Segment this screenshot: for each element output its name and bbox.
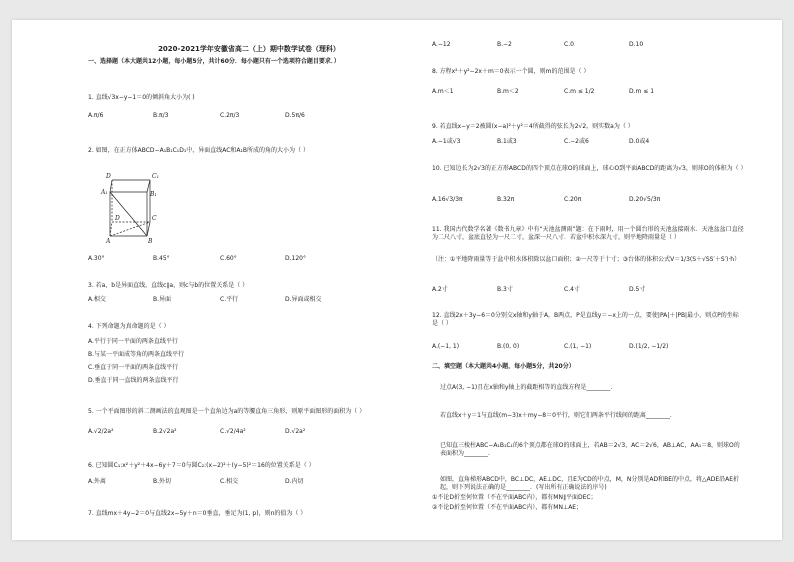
q1-option-b: B.π/3 [153, 112, 169, 119]
q12-option-d: D.(1/2, −1/2) [629, 343, 669, 350]
label-c1: C₁ [152, 173, 159, 180]
q8-option-d: D.m ≤ 1 [629, 88, 655, 95]
section1-heading: 一、选择题（本大题共12小题，每小题5分，共计60分．每小题只有一个选项符合题目要求．） [88, 58, 340, 65]
label-d: D [115, 215, 120, 222]
question-2: 2. 如图，在正方体ABCD−A₁B₁C₁D₁中，异面直线AC和A₁B所成的角的大小为（ ） [88, 147, 309, 154]
q4-option-c: C.垂直于同一平面的两条直线平行 [88, 364, 179, 371]
q6-option-b: B.外切 [153, 478, 172, 485]
q3-option-b: B.异面 [153, 296, 172, 303]
q1-option-a: A.π/6 [88, 112, 104, 119]
q9-option-b: B.1或3 [497, 138, 517, 145]
question-7: 7. 直线mx＋4y−2＝0与直线2x−5y＋n＝0垂直，垂足为(1, p)，则n的值为（ ） [88, 510, 307, 517]
q10-option-b: B.32π [497, 196, 515, 203]
q3-option-a: A.相交 [88, 296, 106, 303]
q4-option-b: B.与某一平面成等角的两条直线平行 [88, 351, 185, 358]
q2-option-d: D.120° [285, 255, 306, 262]
q11-note: （注：①平地降雨量等于盆中积水体积除以盆口面积；②一尺等于十寸；③台体的体积公式V＝1/3(S＋√SS′＋S′)·h） [432, 256, 741, 263]
q1-option-c: C.2π/3 [220, 112, 240, 119]
label-d1: D [106, 173, 111, 180]
q1-option-d: D.5π/6 [285, 112, 305, 119]
q7-option-a: A.−12 [432, 41, 451, 48]
q8-option-b: B.m＜2 [497, 88, 519, 95]
label-a: A [106, 238, 111, 244]
q4-option-a: A.平行于同一平面的两条直线平行 [88, 338, 178, 345]
q3-option-c: C.平行 [220, 296, 239, 303]
question-3: 3. 若a，b是异面直线，直线c∥a，则c与b的位置关系是（ ） [88, 282, 249, 289]
exam-title: 2020-2021学年安徽省高二（上）期中数学试卷（理科） [158, 45, 340, 53]
q6-option-c: C.相交 [220, 478, 239, 485]
q12-option-c: C.(1, −1) [564, 343, 592, 350]
question-14: 若直线x＋y＝1与直线(m−3)x＋my−8＝0平行，则它们两条平行线间的距离________. [440, 412, 672, 419]
q10-option-d: D.20√5/3π [629, 196, 661, 203]
q11-option-c: C.4寸 [564, 286, 580, 293]
q9-option-a: A.−1或√3 [432, 138, 461, 145]
q11-option-d: D.5寸 [629, 286, 646, 293]
q2-option-c: C.60° [220, 255, 237, 262]
q12-option-a: A.(−1, 1) [432, 343, 460, 350]
question-4: 4. 下列命题为真命题的是（ ） [88, 323, 170, 330]
question-8: 8. 方程x²＋y²−2x＋m＝0表示一个圆，则m的范围是（ ） [432, 68, 590, 75]
q16-statement-2: ②不论D折至何位置（不在平面ABC内），都有MN⊥AE； [432, 504, 583, 511]
label-b: B [148, 238, 153, 244]
q7-option-c: C.0 [564, 41, 574, 48]
label-b1: B₁ [150, 191, 157, 198]
question-16: 如图，直角梯形ABCD中，BC⊥DC，AE⊥DC，且E为CD的中点，M，N分别是AD和BE的中点，将△ADE沿AE折起，则下列说法正确的是________．(写出所有正确说法的序号) [440, 476, 740, 491]
question-11: 11. 我国古代数学名著《数书九章》中有“天池盆测雨”题：在下雨时，用一个圆台形的天池盆接雨水．天池盆盆口直径为二尺八寸，盆底直径为一尺二寸，盆深一尺八寸．若盆中积水深九寸，则平地降雨量是（ ） [432, 226, 744, 241]
q3-option-d: D.异面或相交 [285, 296, 322, 303]
section2-heading: 二、填空题（本大题共4小题，每小题5分，共20分） [432, 363, 575, 370]
q6-option-d: D.内切 [285, 478, 304, 485]
q5-option-a: A.√2/2a² [88, 428, 114, 435]
q4-option-d: D.垂直于同一直线的两条直线平行 [88, 377, 179, 384]
q10-option-a: A.16√3/3π [432, 196, 463, 203]
q6-option-a: A.外离 [88, 478, 106, 485]
q7-option-b: B.−2 [497, 41, 512, 48]
q11-option-b: B.3寸 [497, 286, 513, 293]
q10-option-c: C.20π [564, 196, 582, 203]
q2-option-a: A.30° [88, 255, 105, 262]
q11-option-a: A.2寸 [432, 286, 448, 293]
q8-option-c: C.m ≤ 1/2 [564, 88, 595, 95]
cube-figure [92, 156, 182, 244]
q8-option-a: A.m＜1 [432, 88, 454, 95]
question-6: 6. 已知圆C₁:x²＋y²＋4x−6y＋7＝0与圆C₂:(x−2)²＋(y−5)²＝16的位置关系是（ ） [88, 462, 315, 469]
question-5: 5. 一个平面图形的斜二测画法的直观图是一个直角边为a的等腰直角三角形，则原平面图形的面积为（ ） [88, 408, 366, 415]
question-12: 12. 直线2x＋3y−6＝0分别交x轴和y轴于A，B两点，P是直线y＝−x上的一点，要使|PA|＋|PB|最小，则点P的坐标是（ ） [432, 312, 739, 327]
q5-option-d: D.√2a² [285, 428, 306, 435]
q5-option-b: B.2√2a² [153, 428, 177, 435]
question-9: 9. 若直线x−y＝2被圆(x−a)²＋y²＝4所截得的弦长为2√2，则实数a为（ ） [432, 123, 634, 130]
label-a1: A₁ [101, 189, 108, 196]
q9-option-d: D.0或4 [629, 138, 650, 145]
question-15: 已知直三棱柱ABC−A₁B₁C₁的6个顶点都在球O的球面上，若AB＝2√3，AC＝2√6，AB⊥AC，AA₁＝8，则球O的表面积为________. [440, 442, 740, 457]
q16-statement-1: ①不论D折至何位置（不在平面ABC内），都有MN∥平面DEC； [432, 494, 597, 501]
question-10: 10. 已知边长为2√3的正方形ABCD的四个顶点在球O的球面上，球心O到平面ABCD的距离为√3，则球O的体积为（ ） [432, 165, 747, 172]
q9-option-c: C.−2或6 [564, 138, 589, 145]
q5-option-c: C.√2/4a² [220, 428, 246, 435]
q7-option-d: D.10 [629, 41, 644, 48]
question-1: 1. 直线√3x−y−1＝0的倾斜角大小为( ) [88, 94, 195, 101]
label-c: C [152, 215, 157, 222]
q12-option-b: B.(0, 0) [497, 343, 520, 350]
q2-option-b: B.45° [153, 255, 170, 262]
question-13: 过点A(3, −1)且在x轴和y轴上的截距相等的直线方程是________. [440, 384, 613, 391]
exam-page [12, 20, 782, 540]
